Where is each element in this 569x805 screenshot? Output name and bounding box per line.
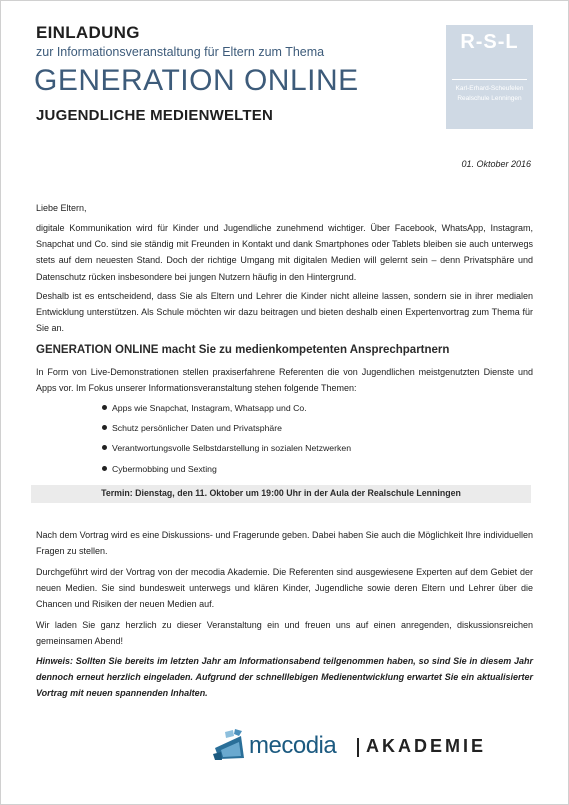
school-logo-divider: [452, 79, 527, 80]
paragraph-discussion: Nach dem Vortrag wird es eine Diskussions- und Fragerunde geben. Dabei haben Sie auch die Möglichkeit Ihre individuellen Fragen zu stellen.: [36, 530, 533, 557]
school-logo-name: [446, 84, 533, 104]
school-logo-line2: Realschule Lenningen: [457, 95, 522, 102]
invitation-heading: EINLADUNG: [36, 23, 140, 42]
paragraph-welcome: Wir laden Sie ganz herzlich zu dieser Veranstaltung ein und freuen uns auf einen anregenden, diskussionsreichen gemeinsamen Abend!: [36, 620, 533, 647]
mecodia-logo: [211, 727, 486, 763]
school-logo-initials: R-S-L: [460, 31, 519, 53]
bullet-dot-icon: [102, 425, 107, 430]
event-subtitle: JUGENDLICHE MEDIENWELTEN: [36, 107, 274, 124]
bullet-dot-icon: [102, 405, 107, 410]
invitation-subtitle: zur Informationsveranstaltung für Eltern zum Thema: [36, 45, 325, 59]
bullet-item: Apps wie Snapchat, Instagram, Whatsapp und Co.: [102, 403, 307, 413]
event-title: GENERATION ONLINE: [34, 64, 359, 97]
bullet-item: Schutz persönlicher Daten und Privatsphäre: [102, 423, 282, 433]
event-date-text: Termin: Dienstag, den 11. Oktober um 19:00 Uhr in der Aula der Realschule Lenningen: [101, 488, 461, 498]
school-logo: [446, 25, 533, 129]
paragraph-topics-intro: In Form von Live-Demonstrationen stellen praxiserfahrene Referenten die von Jugendlichen meistgenutzten Dienste und Apps vor. Im Fokus unserer Informationsveranstaltung stehen folgende Themen:: [36, 367, 533, 394]
bullet-dot-icon: [102, 466, 107, 471]
greeting: Liebe Eltern,: [36, 203, 87, 213]
paragraph-speakers: Durchgeführt wird der Vortrag von der mecodia Akademie. Die Referenten sind ausgewiesene Experten auf dem Gebiet der neuen Medien. Sie sind bundesweit unterwegs und klären Kinder, Jugendliche sowie deren Eltern und Lehrer über die Chancen und Risiken der neuen Medien auf.: [36, 567, 533, 610]
paragraph-support: Deshalb ist es entscheidend, dass Sie als Eltern und Lehrer die Kinder nicht alleine lassen, sondern sie in ihrer medialen Entwicklung unterstützen. Als Schule möchten wir dazu beitragen und bieten deshalb einen Expertenvortrag zum Thema für Sie an.: [36, 291, 533, 334]
bullet-dot-icon: [102, 445, 107, 450]
paragraph-intro: digitale Kommunikation wird für Kinder und Jugendliche zunehmend wichtiger. Über Facebook, WhatsApp, Instagram, Snapchat und Co. sind sie ständig mit Freunden in Kontakt und dank Smartphones oder Tablets bleiben sie auch unterwegs stets auf dem neuesten Stand. Doch der richtige Umgang mit digitalen Medien will gelernt sein – denn Privatsphäre und Datenschutz rücken insbesondere bei jungen Nutzern häufig in den Hintergrund.: [36, 223, 533, 282]
section-heading: GENERATION ONLINE macht Sie zu medienkompetenten Ansprechpartnern: [36, 344, 450, 356]
note-paragraph: Hinweis: Sollten Sie bereits im letzten Jahr am Informationsabend teilgenommen haben, so sind Sie in diesem Jahr dennoch erneut herzlich eingeladen. Aufgrund der schnelllebigen Medienentwicklung erwartet Sie ein aktualisierter Vortrag mit neuen spannenden Inhalten.: [36, 656, 533, 699]
letter-date: 01. Oktober 2016: [461, 159, 531, 169]
event-date-banner: [31, 485, 531, 503]
bullet-item: Cybermobbing und Sexting: [102, 464, 217, 474]
akademie-label: AKADEMIE: [366, 736, 487, 756]
mecodia-mark-icon: [211, 728, 247, 762]
mecodia-brand: mecodia: [249, 732, 337, 759]
school-logo-line1: Karl-Erhard-Scheufelen: [455, 85, 524, 92]
logo-separator: [357, 738, 359, 757]
bullet-item: Verantwortungsvolle Selbstdarstellung in sozialen Netzwerken: [102, 443, 351, 453]
